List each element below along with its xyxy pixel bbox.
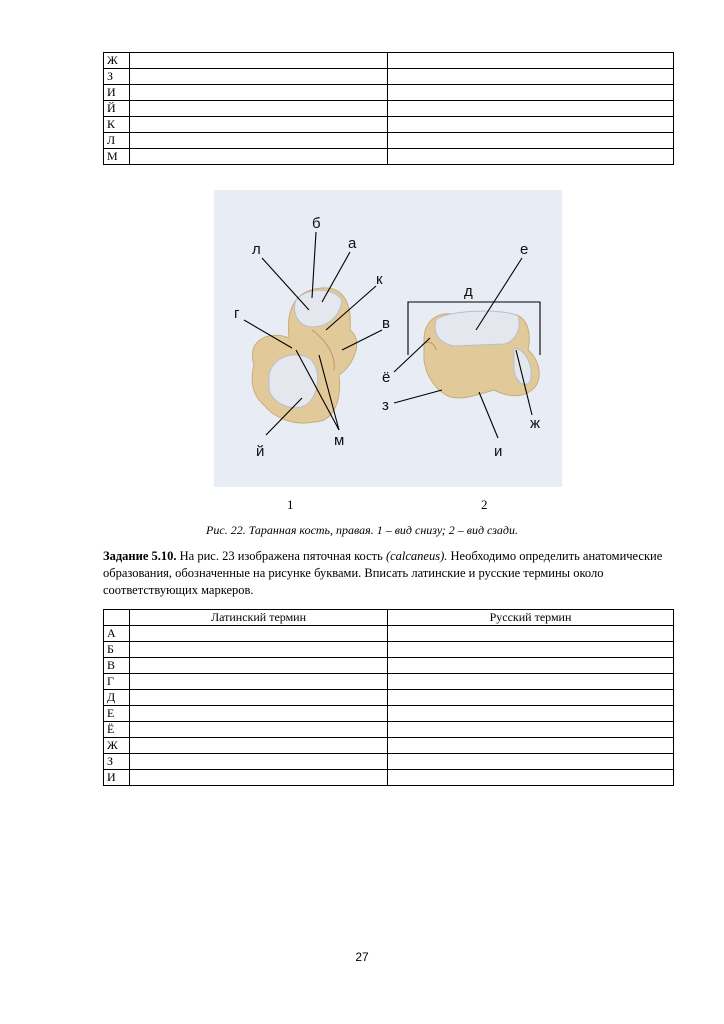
russian-term-cell[interactable] (388, 658, 674, 674)
table-row (104, 85, 674, 101)
russian-term-cell[interactable] (388, 674, 674, 690)
latin-term-cell[interactable] (130, 69, 388, 85)
russian-term-cell[interactable] (388, 101, 674, 117)
latin-term-cell[interactable] (130, 626, 388, 642)
header-russian-term: Русский термин (388, 610, 674, 626)
label-y: й (256, 443, 265, 460)
row-letter: Д (104, 690, 130, 706)
row-letter: Е (104, 706, 130, 722)
task-title: Задание 5.10. (103, 549, 177, 563)
view-number-2: 2 (481, 497, 488, 512)
latin-term-cell[interactable] (130, 706, 388, 722)
russian-term-cell[interactable] (388, 770, 674, 786)
table-row (104, 133, 674, 149)
latin-term-cell[interactable] (130, 658, 388, 674)
header-letter (104, 610, 130, 626)
task-latin-term: (calcaneus). (385, 549, 448, 563)
label-e: е (520, 241, 529, 258)
table-row (104, 117, 674, 133)
label-zh: ж (530, 415, 541, 432)
table-row (104, 69, 674, 85)
table-row (104, 658, 674, 674)
row-letter: Ж (104, 738, 130, 754)
label-m: м (334, 432, 345, 449)
label-yo: ё (382, 369, 391, 386)
latin-term-cell[interactable] (130, 722, 388, 738)
table-row (104, 674, 674, 690)
table-row (104, 149, 674, 165)
table-row (104, 770, 674, 786)
row-letter: Ж (104, 53, 130, 69)
table-calcaneus-terms (103, 609, 674, 786)
row-letter: А (104, 626, 130, 642)
row-letter: И (104, 770, 130, 786)
label-l: л (252, 241, 261, 258)
header-latin-term: Латинский термин (130, 610, 388, 626)
russian-term-cell[interactable] (388, 626, 674, 642)
latin-term-cell[interactable] (130, 85, 388, 101)
label-a: а (348, 235, 357, 252)
latin-term-cell[interactable] (130, 690, 388, 706)
table-row (104, 101, 674, 117)
russian-term-cell[interactable] (388, 690, 674, 706)
russian-term-cell[interactable] (388, 133, 674, 149)
row-letter: З (104, 69, 130, 85)
row-letter: К (104, 117, 130, 133)
russian-term-cell[interactable] (388, 85, 674, 101)
russian-term-cell[interactable] (388, 706, 674, 722)
talus-figure (214, 190, 562, 487)
row-letter: З (104, 754, 130, 770)
latin-term-cell[interactable] (130, 738, 388, 754)
latin-term-cell[interactable] (130, 674, 388, 690)
row-letter: Б (104, 642, 130, 658)
latin-term-cell[interactable] (130, 101, 388, 117)
latin-term-cell[interactable] (130, 117, 388, 133)
talus-posterior-view (422, 311, 539, 398)
latin-term-cell[interactable] (130, 133, 388, 149)
task-text-after: Необходимо определить анатомические образования, обозначенные на рисунке буквами. Вписать латинские и русские термины около соответствующих маркеров. (103, 549, 663, 597)
latin-term-cell[interactable] (130, 770, 388, 786)
row-letter: В (104, 658, 130, 674)
row-letter: М (104, 149, 130, 165)
label-b: б (312, 215, 321, 232)
table-row (104, 706, 674, 722)
latin-term-cell[interactable] (130, 754, 388, 770)
row-letter: Г (104, 674, 130, 690)
row-letter: Л (104, 133, 130, 149)
table-row (104, 690, 674, 706)
latin-term-cell[interactable] (130, 642, 388, 658)
table-row (104, 722, 674, 738)
label-k: к (376, 271, 383, 288)
latin-term-cell[interactable] (130, 53, 388, 69)
latin-term-cell[interactable] (130, 149, 388, 165)
russian-term-cell[interactable] (388, 149, 674, 165)
figure-caption: Рис. 22. Таранная кость, правая. 1 – вид снизу; 2 – вид сзади. (206, 523, 518, 537)
label-g: г (234, 305, 240, 322)
row-letter: Й (104, 101, 130, 117)
table-row (104, 53, 674, 69)
table-row (104, 642, 674, 658)
label-i: и (494, 443, 503, 460)
table-row (104, 754, 674, 770)
label-z: з (382, 397, 389, 414)
russian-term-cell[interactable] (388, 53, 674, 69)
view-number-1: 1 (287, 497, 294, 512)
russian-term-cell[interactable] (388, 722, 674, 738)
task-paragraph (103, 548, 678, 599)
russian-term-cell[interactable] (388, 754, 674, 770)
label-v: в (382, 315, 390, 332)
russian-term-cell[interactable] (388, 738, 674, 754)
page-number: 27 (355, 950, 369, 964)
russian-term-cell[interactable] (388, 69, 674, 85)
table-header-row (104, 610, 674, 626)
table-row (104, 738, 674, 754)
row-letter: Ё (104, 722, 130, 738)
russian-term-cell[interactable] (388, 642, 674, 658)
russian-term-cell[interactable] (388, 117, 674, 133)
label-d: д (464, 283, 473, 300)
table-row (104, 626, 674, 642)
row-letter: И (104, 85, 130, 101)
task-text-before: На рис. 23 изображена пяточная кость (176, 549, 386, 563)
table-letters-continued (103, 52, 674, 165)
